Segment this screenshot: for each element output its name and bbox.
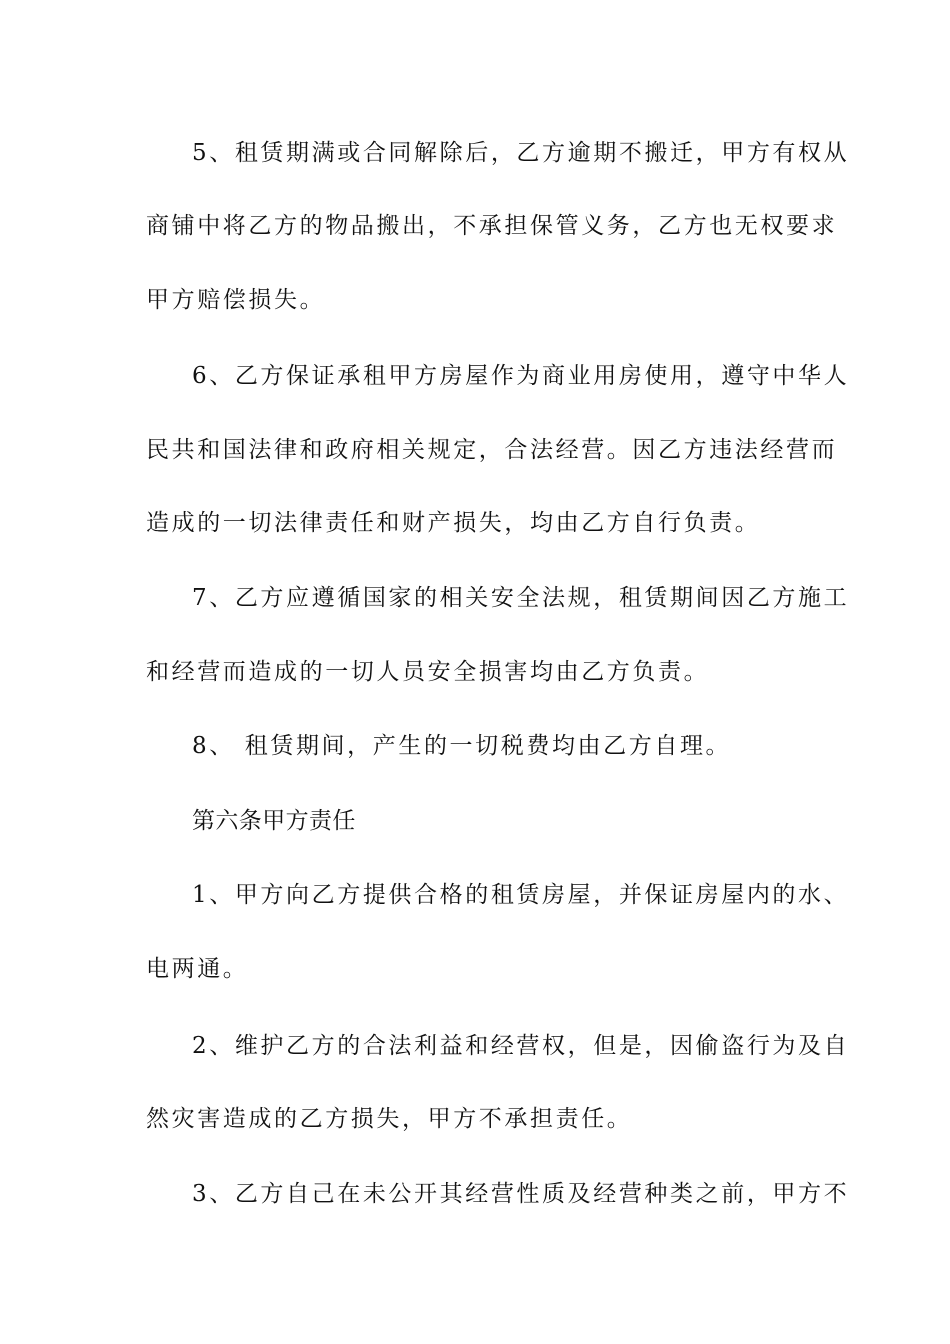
party-a-item-1-line-2: 电两通。 [146, 956, 249, 982]
clause-7-line-1: 7、乙方应遵循国家的相关安全法规，租赁期间因乙方施工 [192, 585, 850, 611]
section-heading: 第六条甲方责任 [192, 808, 356, 834]
clause-5-line-2: 商铺中将乙方的物品搬出，不承担保管义务，乙方也无权要求 [146, 213, 838, 239]
clause-6-line-3: 造成的一切法律责任和财产损失，均由乙方自行负责。 [146, 510, 761, 536]
clause-8-line-1: 8、 租赁期间，产生的一切税费均由乙方自理。 [192, 733, 732, 759]
party-a-item-1-line-1: 1、甲方向乙方提供合格的租赁房屋，并保证房屋内的水、 [192, 882, 850, 908]
party-a-item-2-line-1: 2、维护乙方的合法利益和经营权，但是，因偷盗行为及自 [192, 1033, 850, 1059]
clause-6-line-2: 民共和国法律和政府相关规定，合法经营。因乙方违法经营而 [146, 437, 838, 463]
clause-7-line-2: 和经营而造成的一切人员安全损害均由乙方负责。 [146, 659, 710, 685]
party-a-item-3-line-1: 3、乙方自己在未公开其经营性质及经营种类之前，甲方不 [192, 1181, 850, 1207]
party-a-item-2-line-2: 然灾害造成的乙方损失，甲方不承担责任。 [146, 1106, 633, 1132]
clause-5-line-1: 5、租赁期满或合同解除后，乙方逾期不搬迁，甲方有权从 [192, 140, 850, 166]
clause-6-line-1: 6、乙方保证承租甲方房屋作为商业用房使用，遵守中华人 [192, 363, 850, 389]
clause-5-line-3: 甲方赔偿损失。 [146, 287, 326, 313]
